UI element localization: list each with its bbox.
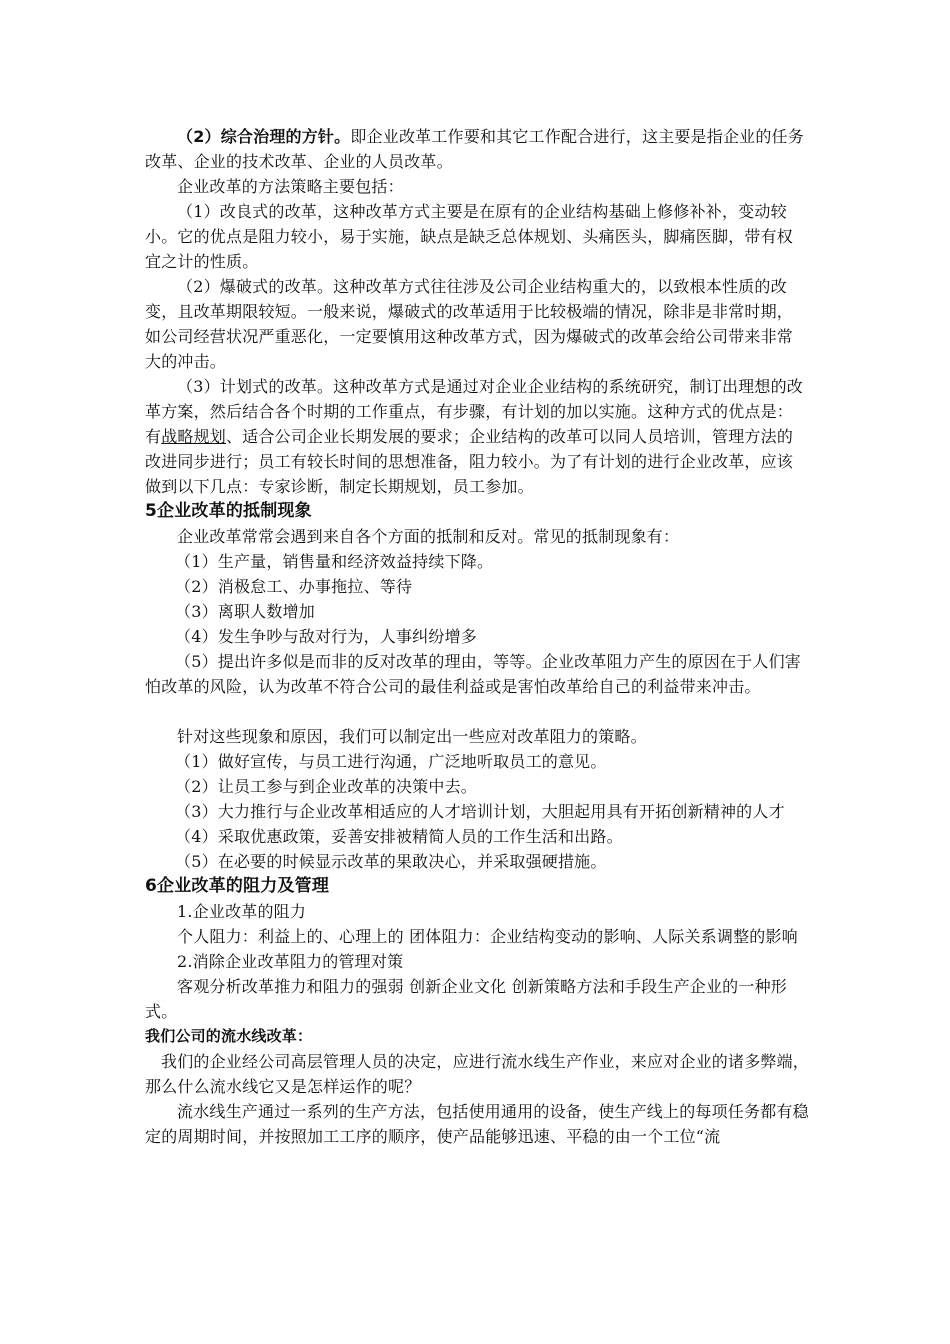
- section-heading-5: 5企业改革的抵制现象: [145, 501, 312, 521]
- paragraph-method-3: [145, 374, 809, 499]
- list-item-resistance-5: （5）提出许多似是而非的反对改革的理由，等等。企业改革阻力产生的原因在于人们害怕改革的风险，认为改革不符合公司的最佳利益或是害怕改革给自己的利益带来冲击。: [145, 652, 801, 696]
- list-item-resistance-3: （3）离职人数增加: [175, 602, 315, 621]
- section-heading-assembly-line: 我们公司的流水线改革：: [145, 1027, 313, 1045]
- list-item-resistance-2: （2）消极怠工、办事拖拉、等待: [175, 577, 413, 596]
- paragraph-assembly-line-intro: 我们的企业经公司高层管理人员的决定，应进行流水线生产作业，来应对企业的诸多弊端，那么什么流水线它又是怎样运作的呢？: [145, 1052, 810, 1096]
- list-item-strategy-1: （1）做好宣传，与员工进行沟通，广泛地听取员工的意见。: [175, 752, 607, 771]
- paragraph-countermeasures: 客观分析改革推力和阻力的强弱 创新企业文化 创新策略方法和手段生产企业的一种形式。: [145, 977, 787, 1021]
- paragraph-lead-bold: （2）综合治理的方针。: [177, 127, 351, 146]
- blank-line: [145, 699, 809, 724]
- paragraph-comprehensive-governance: [145, 124, 809, 174]
- paragraph-methods-intro: 企业改革的方法策略主要包括：: [177, 177, 404, 196]
- paragraph-resistance-types: 个人阻力：利益上的、心理上的 团体阻力：企业结构变动的影响、人际关系调整的影响: [177, 927, 798, 946]
- paragraph-text: 、适合公司企业长期发展的要求；企业结构的改革可以同人员培训，管理方法的改进同步进行；员工有较长时间的思想准备，阻力较小。为了有计划的进行企业改革，应该做到以下几点：专家诊断，制定长期规划，员工参加。: [145, 427, 794, 496]
- strategy-planning-link[interactable]: 战略规划: [161, 427, 227, 446]
- paragraph-assembly-line-definition: 流水线生产通过一系列的生产方法，包括使用通用的设备，使生产线上的每项任务都有稳定的周期时间，并按照加工工序的顺序，使产品能够迅速、平稳的由一个工位“流: [145, 1102, 809, 1146]
- paragraph-method-2: （2）爆破式的改革。这种改革方式往往涉及公司企业结构重大的，以致根本性质的改变，且改革期限较短。一般来说，爆破式的改革适用于比较极端的情况，除非是非常时期，如公司经营状况严重恶化，一定要慎用这种改革方式，因为爆破式的改革会给公司带来非常大的冲击。: [145, 277, 794, 371]
- paragraph-resistance-intro: 企业改革常常会遇到来自各个方面的抵制和反对。常见的抵制现象有：: [177, 527, 680, 546]
- list-item-strategy-3: （3）大力推行与企业改革相适应的人才培训计划，大胆起用具有开拓创新精神的人才: [175, 802, 785, 821]
- paragraph-text: 即企业改革工作要和其它工作配合进行，这主要是指企业的任务改革、企业的技术改革、企业的人员改革。: [145, 127, 804, 171]
- list-item-strategy-2: （2）让员工参与到企业改革的决策中去。: [175, 777, 477, 796]
- section-heading-6: 6企业改革的阻力及管理: [145, 876, 330, 896]
- paragraph-method-1: （1）改良式的改革，这种改革方式主要是在原有的企业结构基础上修修补补，变动较小。它的优点是阻力较小，易于实施，缺点是缺乏总体规划、头痛医头，脚痛医脚，带有权宜之计的性质。: [145, 202, 794, 271]
- subheading-countermeasures: 2.消除企业改革阻力的管理对策: [177, 952, 404, 971]
- list-item-resistance-4: （4）发生争吵与敌对行为，人事纠纷增多: [175, 627, 477, 646]
- list-item-strategy-5: （5）在必要的时候显示改革的果敢决心，并采取强硬措施。: [175, 852, 607, 871]
- paragraph-text: （3）计划式的改革。这种改革方式是通过对企业企业结构的系统研究，制订出理想的改革方案，然后结合各个时期的工作重点，有步骤，有计划的加以实施。这种方式的优点是：有: [145, 377, 803, 446]
- list-item-resistance-1: （1）生产量，销售量和经济效益持续下降。: [175, 552, 494, 571]
- list-item-strategy-4: （4）采取优惠政策，妥善安排被精简人员的工作生活和出路。: [175, 827, 623, 846]
- paragraph-strategies-intro: 针对这些现象和原因，我们可以制定出一些应对改革阻力的策略。: [177, 727, 647, 746]
- subheading-resistance: 1.企业改革的阻力: [177, 902, 307, 921]
- document-page: [145, 124, 809, 1149]
